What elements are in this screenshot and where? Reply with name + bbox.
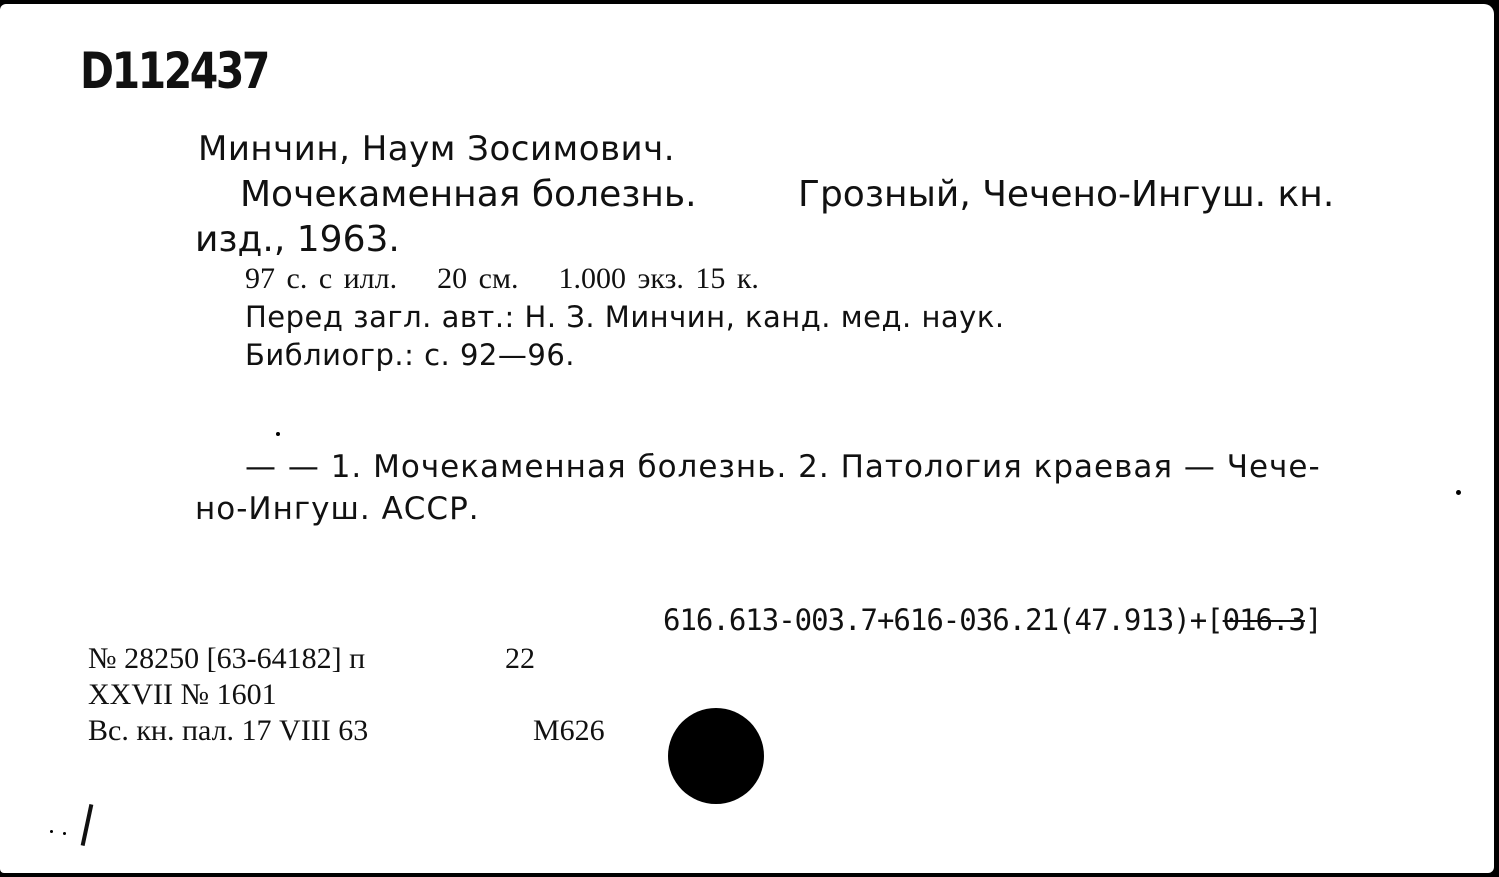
catalog-card	[0, 4, 1494, 873]
speck	[276, 432, 280, 436]
publication-info-cont: изд., 1963.	[195, 219, 400, 260]
stamp-number: D112437	[80, 42, 268, 100]
udc-classification	[663, 603, 1322, 637]
speck	[50, 830, 53, 833]
punch-hole	[668, 708, 764, 804]
subjects-line-2: но-Ингуш. АССР.	[195, 491, 480, 527]
pages: 97 с. с илл.	[245, 262, 398, 295]
bibliography: Библиогр.: с. 92—96.	[245, 338, 576, 372]
udc-struck: 016.3	[1222, 603, 1305, 637]
size: 20 см.	[437, 262, 519, 295]
book-chamber: Вс. кн. пал. 17 VIII 63	[88, 714, 369, 747]
author-note: Перед загл. авт.: Н. З. Минчин, канд. мед. наук.	[245, 300, 1005, 334]
pen-mark	[81, 804, 94, 846]
book-title: Мочекаменная болезнь.	[240, 174, 697, 215]
record-number: № 28250 [63-64182] п	[88, 642, 366, 675]
series-number: XXVII № 1601	[88, 678, 277, 711]
physical-description	[245, 264, 759, 294]
copies-price: 1.000 экз. 15 к.	[558, 262, 759, 295]
publication-info: Грозный, Чечено-Ингуш. кн.	[798, 174, 1335, 215]
record-count: 22	[505, 642, 535, 675]
udc-main: 616.613-003.7+616-036.21(47.913)+[	[663, 603, 1223, 637]
subjects-line-1: — — 1. Мочекаменная болезнь. 2. Патология краевая — Чече-	[245, 449, 1321, 485]
author-name: Минчин, Наум Зосимович.	[198, 129, 676, 169]
speck	[1456, 490, 1461, 495]
udc-end: ]	[1304, 603, 1322, 637]
speck	[63, 832, 66, 835]
card-code: М626	[533, 714, 605, 747]
